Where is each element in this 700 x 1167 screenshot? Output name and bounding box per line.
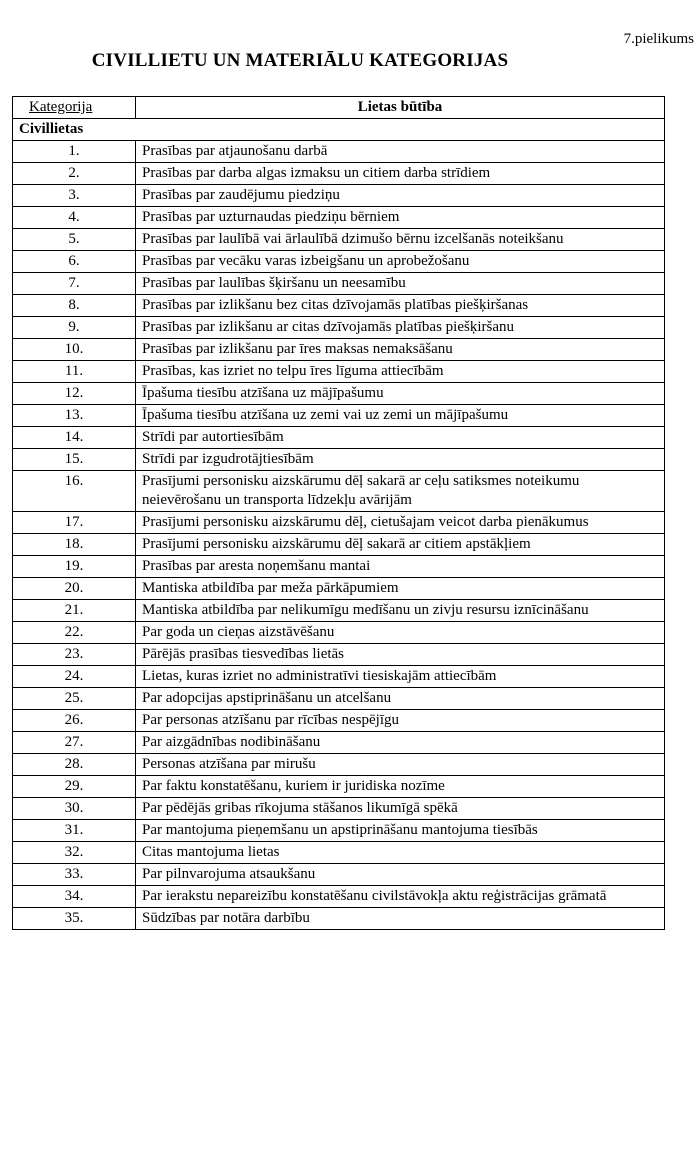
row-category-number: 12. — [13, 383, 136, 405]
table-row — [13, 207, 665, 229]
table-row — [13, 600, 665, 622]
header-category: Kategorija — [13, 97, 136, 119]
section-row — [13, 119, 665, 141]
category-table — [12, 96, 665, 930]
row-category-number: 32. — [13, 842, 136, 864]
row-category-number: 21. — [13, 600, 136, 622]
row-category-number: 26. — [13, 710, 136, 732]
row-category-number: 35. — [13, 908, 136, 930]
row-case-essence: Prasības, kas izriet no telpu īres līguma attiecībām — [136, 361, 665, 383]
row-case-essence: Par faktu konstatēšanu, kuriem ir juridiska nozīme — [136, 776, 665, 798]
row-case-essence: Prasības par izlikšanu ar citas dzīvojamās platības piešķiršanu — [136, 317, 665, 339]
row-case-essence: Prasības par laulības šķiršanu un neesamību — [136, 273, 665, 295]
row-category-number: 6. — [13, 251, 136, 273]
row-category-number: 10. — [13, 339, 136, 361]
row-case-essence: Sūdzības par notāra darbību — [136, 908, 665, 930]
appendix-label: 7.pielikums — [623, 31, 694, 47]
table-row — [13, 578, 665, 600]
table-row — [13, 776, 665, 798]
row-category-number: 14. — [13, 427, 136, 449]
row-category-number: 31. — [13, 820, 136, 842]
row-case-essence: Prasības par aresta noņemšanu mantai — [136, 556, 665, 578]
table-row — [13, 820, 665, 842]
header-case-essence: Lietas būtība — [136, 97, 665, 119]
table-header-row — [13, 97, 665, 119]
row-case-essence: Par pilnvarojuma atsaukšanu — [136, 864, 665, 886]
row-category-number: 5. — [13, 229, 136, 251]
table-row — [13, 666, 665, 688]
row-category-number: 3. — [13, 185, 136, 207]
row-category-number: 11. — [13, 361, 136, 383]
table-row — [13, 864, 665, 886]
row-category-number: 33. — [13, 864, 136, 886]
table-row — [13, 405, 665, 427]
row-category-number: 4. — [13, 207, 136, 229]
row-case-essence: Par ierakstu nepareizību konstatēšanu civilstāvokļa aktu reģistrācijas grāmatā — [136, 886, 665, 908]
document-title: CIVILLIETU UN MATERIĀLU KATEGORIJAS — [91, 50, 509, 71]
row-case-essence: Prasījumi personisku aizskārumu dēļ, cietušajam veicot darba pienākumus — [136, 512, 665, 534]
table-row — [13, 141, 665, 163]
row-case-essence: Prasības par vecāku varas izbeigšanu un aprobežošanu — [136, 251, 665, 273]
row-category-number: 20. — [13, 578, 136, 600]
table-row — [13, 361, 665, 383]
row-case-essence: Par pēdējās gribas rīkojuma stāšanos likumīgā spēkā — [136, 798, 665, 820]
row-case-essence: Prasījumi personisku aizskārumu dēļ sakarā ar citiem apstākļiem — [136, 534, 665, 556]
table-row — [13, 732, 665, 754]
table-row — [13, 449, 665, 471]
row-category-number: 8. — [13, 295, 136, 317]
row-case-essence: Prasījumi personisku aizskārumu dēļ sakarā ar ceļu satiksmes noteikumu neievērošanu un transporta līdzekļu avārijām — [136, 471, 665, 512]
row-category-number: 15. — [13, 449, 136, 471]
table-row — [13, 798, 665, 820]
table-row — [13, 886, 665, 908]
table-row — [13, 622, 665, 644]
table-body — [13, 119, 665, 930]
row-case-essence: Strīdi par izgudrotājtiesībām — [136, 449, 665, 471]
table-row — [13, 251, 665, 273]
table-row — [13, 383, 665, 405]
row-category-number: 7. — [13, 273, 136, 295]
row-case-essence: Prasības par laulībā vai ārlaulībā dzimušo bērnu izcelšanās noteikšanu — [136, 229, 665, 251]
table-row — [13, 842, 665, 864]
row-case-essence: Citas mantojuma lietas — [136, 842, 665, 864]
table-row — [13, 512, 665, 534]
row-case-essence: Īpašuma tiesību atzīšana uz mājīpašumu — [136, 383, 665, 405]
row-category-number: 17. — [13, 512, 136, 534]
table-row — [13, 295, 665, 317]
row-case-essence: Par goda un cieņas aizstāvēšanu — [136, 622, 665, 644]
table-row — [13, 688, 665, 710]
row-case-essence: Mantiska atbildība par nelikumīgu medīšanu un zivju resursu iznīcināšanu — [136, 600, 665, 622]
table-row — [13, 273, 665, 295]
table-row — [13, 185, 665, 207]
row-case-essence: Personas atzīšana par mirušu — [136, 754, 665, 776]
row-category-number: 18. — [13, 534, 136, 556]
row-category-number: 29. — [13, 776, 136, 798]
table-row — [13, 754, 665, 776]
row-case-essence: Pārējās prasības tiesvedības lietās — [136, 644, 665, 666]
row-category-number: 24. — [13, 666, 136, 688]
row-case-essence: Mantiska atbildība par meža pārkāpumiem — [136, 578, 665, 600]
row-category-number: 34. — [13, 886, 136, 908]
row-case-essence: Par adopcijas apstiprināšanu un atcelšanu — [136, 688, 665, 710]
row-category-number: 19. — [13, 556, 136, 578]
table-row — [13, 339, 665, 361]
row-category-number: 27. — [13, 732, 136, 754]
row-case-essence: Par mantojuma pieņemšanu un apstiprināšanu mantojuma tiesībās — [136, 820, 665, 842]
row-category-number: 9. — [13, 317, 136, 339]
table-row — [13, 163, 665, 185]
row-case-essence: Prasības par darba algas izmaksu un citiem darba strīdiem — [136, 163, 665, 185]
row-category-number: 2. — [13, 163, 136, 185]
row-category-number: 1. — [13, 141, 136, 163]
row-category-number: 13. — [13, 405, 136, 427]
row-case-essence: Par personas atzīšanu par rīcības nespējīgu — [136, 710, 665, 732]
row-case-essence: Prasības par izlikšanu bez citas dzīvojamās platības piešķiršanas — [136, 295, 665, 317]
row-case-essence: Prasības par izlikšanu par īres maksas nemaksāšanu — [136, 339, 665, 361]
table-row — [13, 556, 665, 578]
table-row — [13, 534, 665, 556]
row-category-number: 25. — [13, 688, 136, 710]
row-case-essence: Par aizgādnības nodibināšanu — [136, 732, 665, 754]
row-category-number: 22. — [13, 622, 136, 644]
row-case-essence: Prasības par uzturnaudas piedziņu bērniem — [136, 207, 665, 229]
table-row — [13, 317, 665, 339]
table-row — [13, 644, 665, 666]
table-row — [13, 427, 665, 449]
row-case-essence: Īpašuma tiesību atzīšana uz zemi vai uz zemi un mājīpašumu — [136, 405, 665, 427]
row-category-number: 30. — [13, 798, 136, 820]
row-case-essence: Lietas, kuras izriet no administratīvi tiesiskajām attiecībām — [136, 666, 665, 688]
row-category-number: 16. — [13, 471, 136, 512]
row-category-number: 28. — [13, 754, 136, 776]
row-case-essence: Prasības par zaudējumu piedziņu — [136, 185, 665, 207]
table-row — [13, 710, 665, 732]
table-row — [13, 908, 665, 930]
table-row — [13, 229, 665, 251]
table-row — [13, 471, 665, 512]
row-case-essence: Strīdi par autortiesībām — [136, 427, 665, 449]
row-case-essence: Prasības par atjaunošanu darbā — [136, 141, 665, 163]
section-label: Civillietas — [13, 119, 665, 141]
row-category-number: 23. — [13, 644, 136, 666]
